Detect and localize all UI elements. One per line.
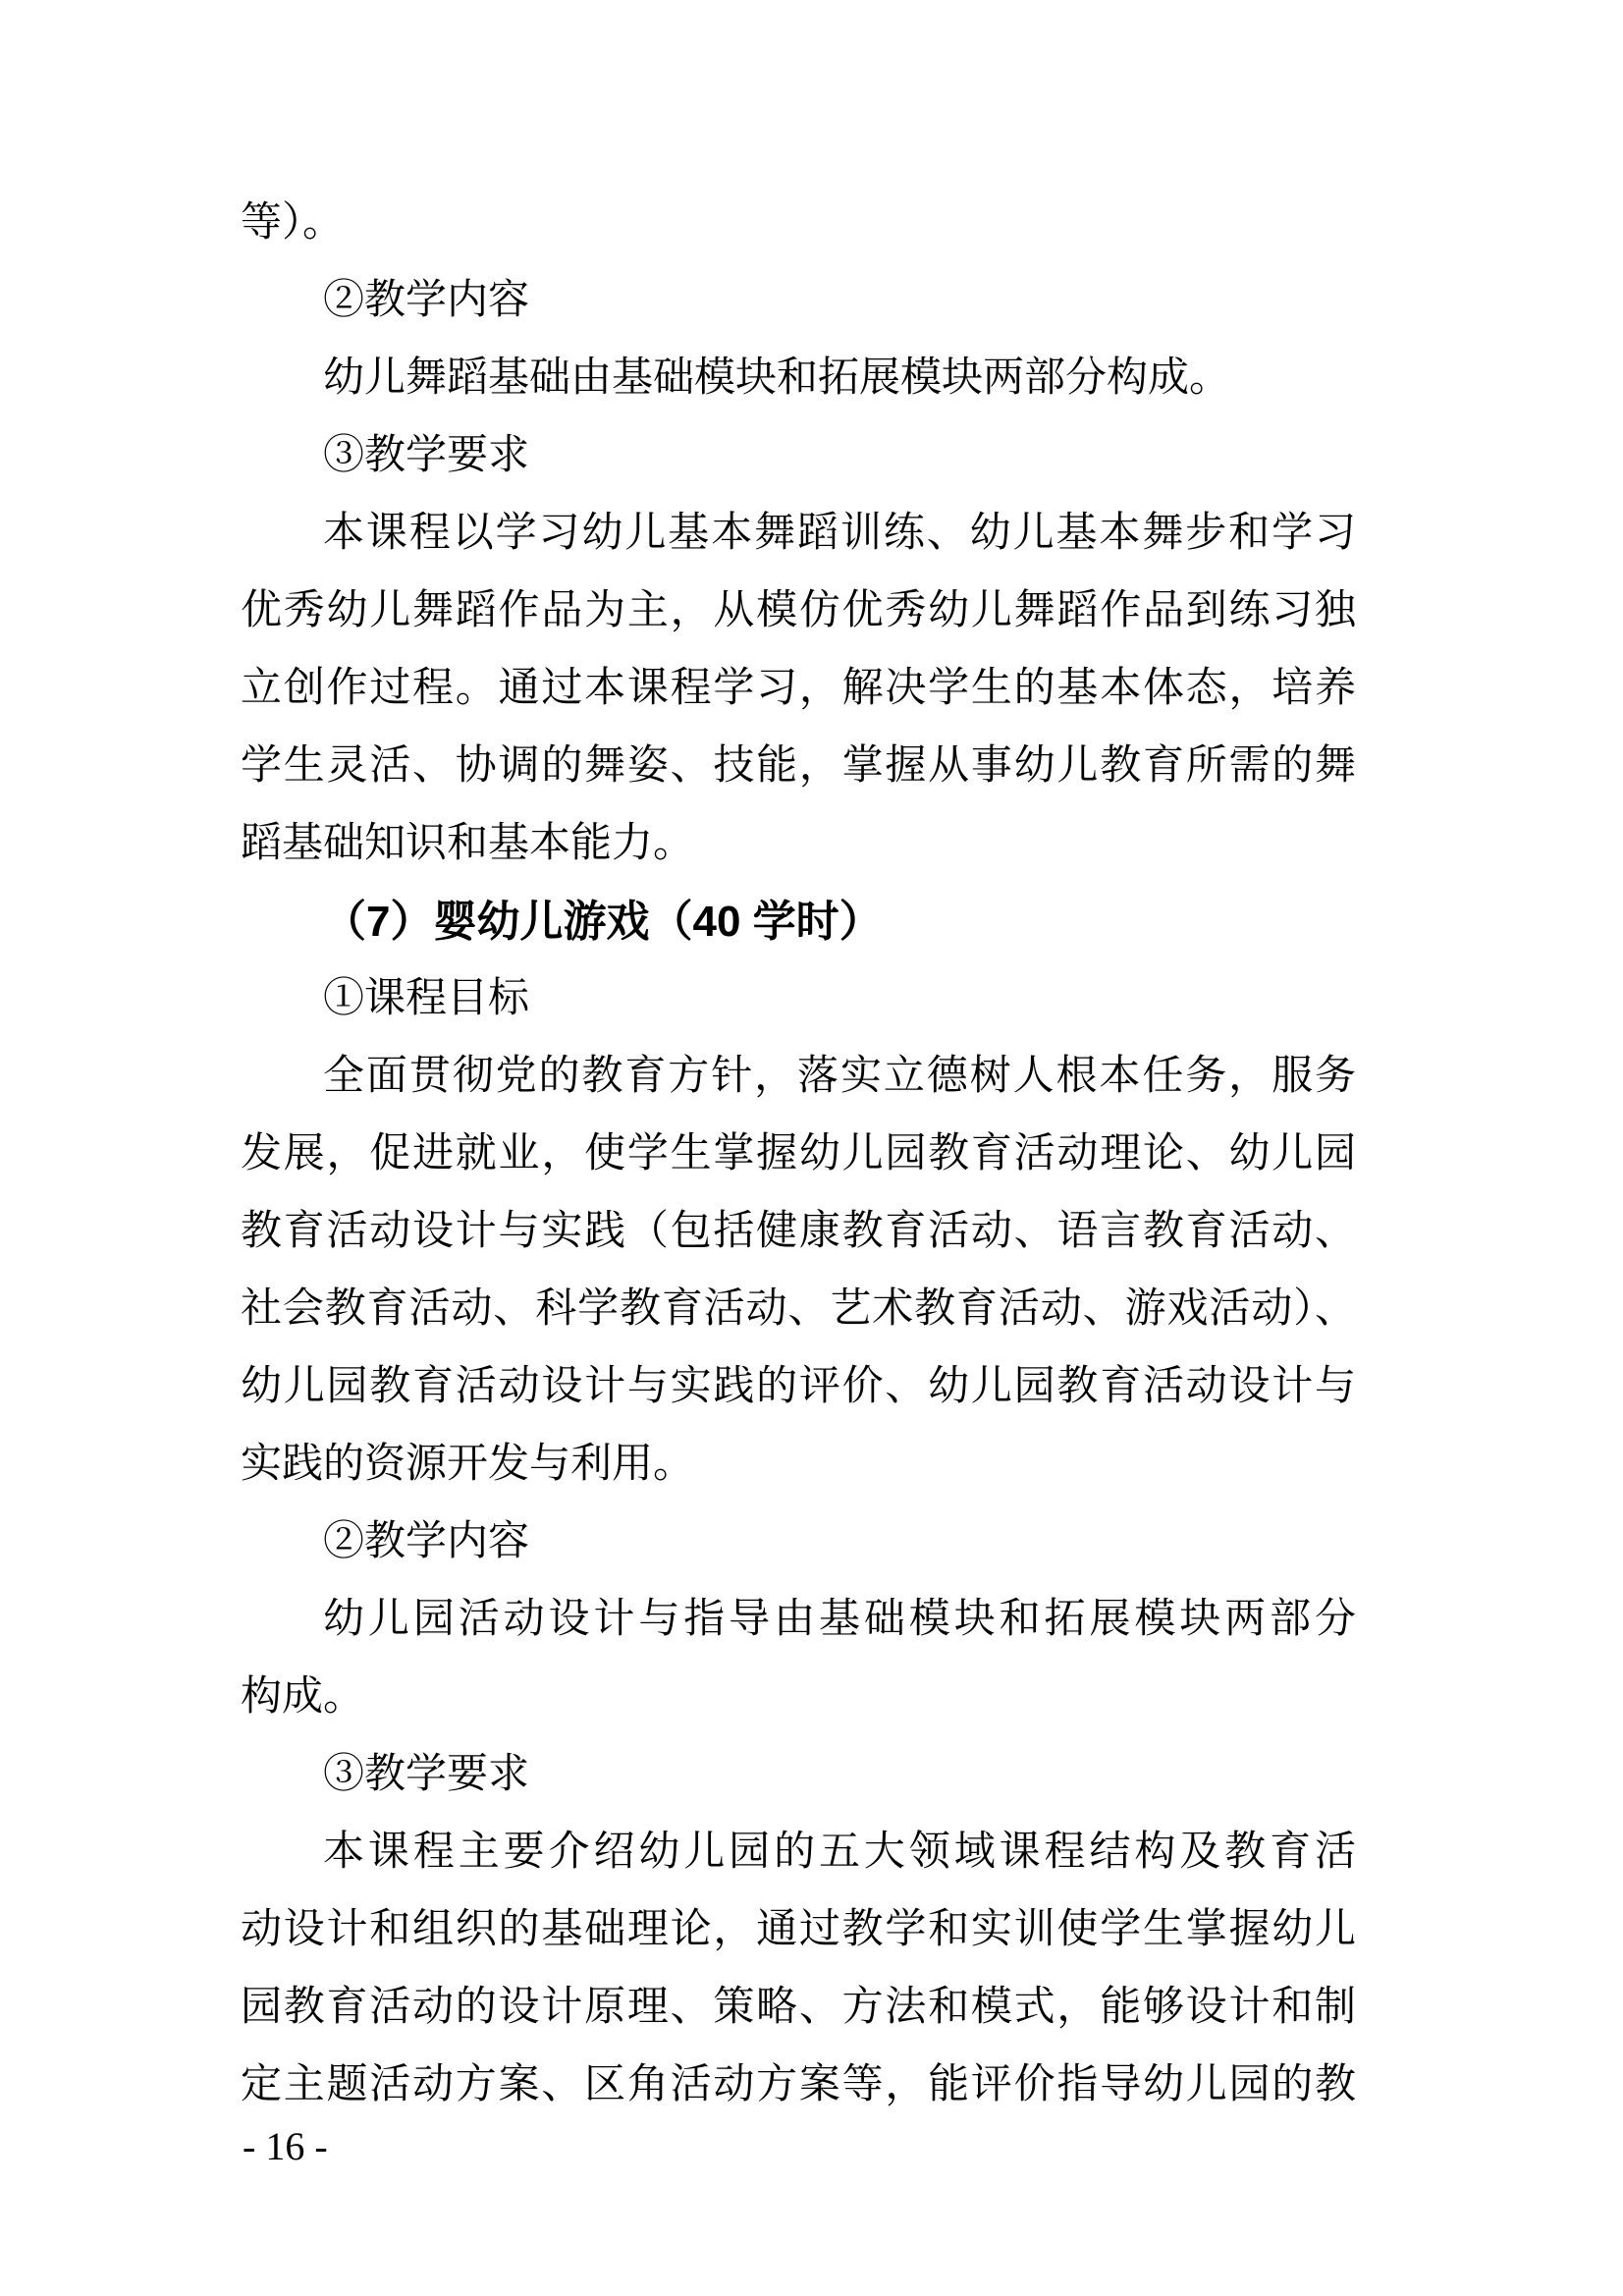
page-number: - 16 - [243,2124,328,2168]
text-line: 社会教育活动、科学教育活动、艺术教育活动、游戏活动）、 [241,1286,1356,1332]
section-heading: （7）婴幼儿游戏（40 学时） [323,898,883,946]
text-line: ①课程目标 [323,976,530,1021]
text-line: 构成。 [241,1674,365,1720]
text-line: 定主题活动方案、区角活动方案等，能评价指导幼儿园的教 [241,2062,1356,2107]
text-line: 本课程主要介绍幼儿园的五大领域课程结构及教育活 [323,1830,1356,1875]
text-line: ②教学内容 [323,1519,530,1564]
text-line: 园教育活动的设计原理、策略、方法和模式，能够设计和制 [241,1985,1356,2030]
text-line: 优秀幼儿舞蹈作品为主，从模仿优秀幼儿舞蹈作品到练习独 [241,588,1356,633]
text-line: ③教学要求 [323,433,530,478]
text-line: 教育活动设计与实践（包括健康教育活动、语言教育活动、 [241,1209,1356,1254]
text-line: ②教学内容 [323,278,530,323]
text-line: 幼儿园教育活动设计与实践的评价、幼儿园教育活动设计与 [241,1364,1356,1409]
text-line: 本课程以学习幼儿基本舞蹈训练、幼儿基本舞步和学习 [323,511,1356,556]
text-line: 立创作过程。通过本课程学习，解决学生的基本体态，培养 [241,666,1356,711]
text-line: 等）。 [241,200,345,246]
text-line: 幼儿园活动设计与指导由基础模块和拓展模块两部分 [323,1597,1356,1642]
text-line: 实践的资源开发与利用。 [241,1442,695,1487]
text-line: 蹈基础知识和基本能力。 [241,821,695,866]
text-line: 幼儿舞蹈基础由基础模块和拓展模块两部分构成。 [323,355,1231,401]
text-line: 发展，促进就业，使学生掌握幼儿园教育活动理论、幼儿园 [241,1131,1356,1176]
text-line: ③教学要求 [323,1752,530,1797]
text-line: 全面贯彻党的教育方针，落实立德树人根本任务，服务 [323,1054,1356,1099]
document-body [241,185,1356,2124]
text-line: 学生灵活、协调的舞姿、技能，掌握从事幼儿教育所需的舞 [241,743,1356,789]
text-line: 动设计和组织的基础理论，通过教学和实训使学生掌握幼儿 [241,1907,1356,1952]
